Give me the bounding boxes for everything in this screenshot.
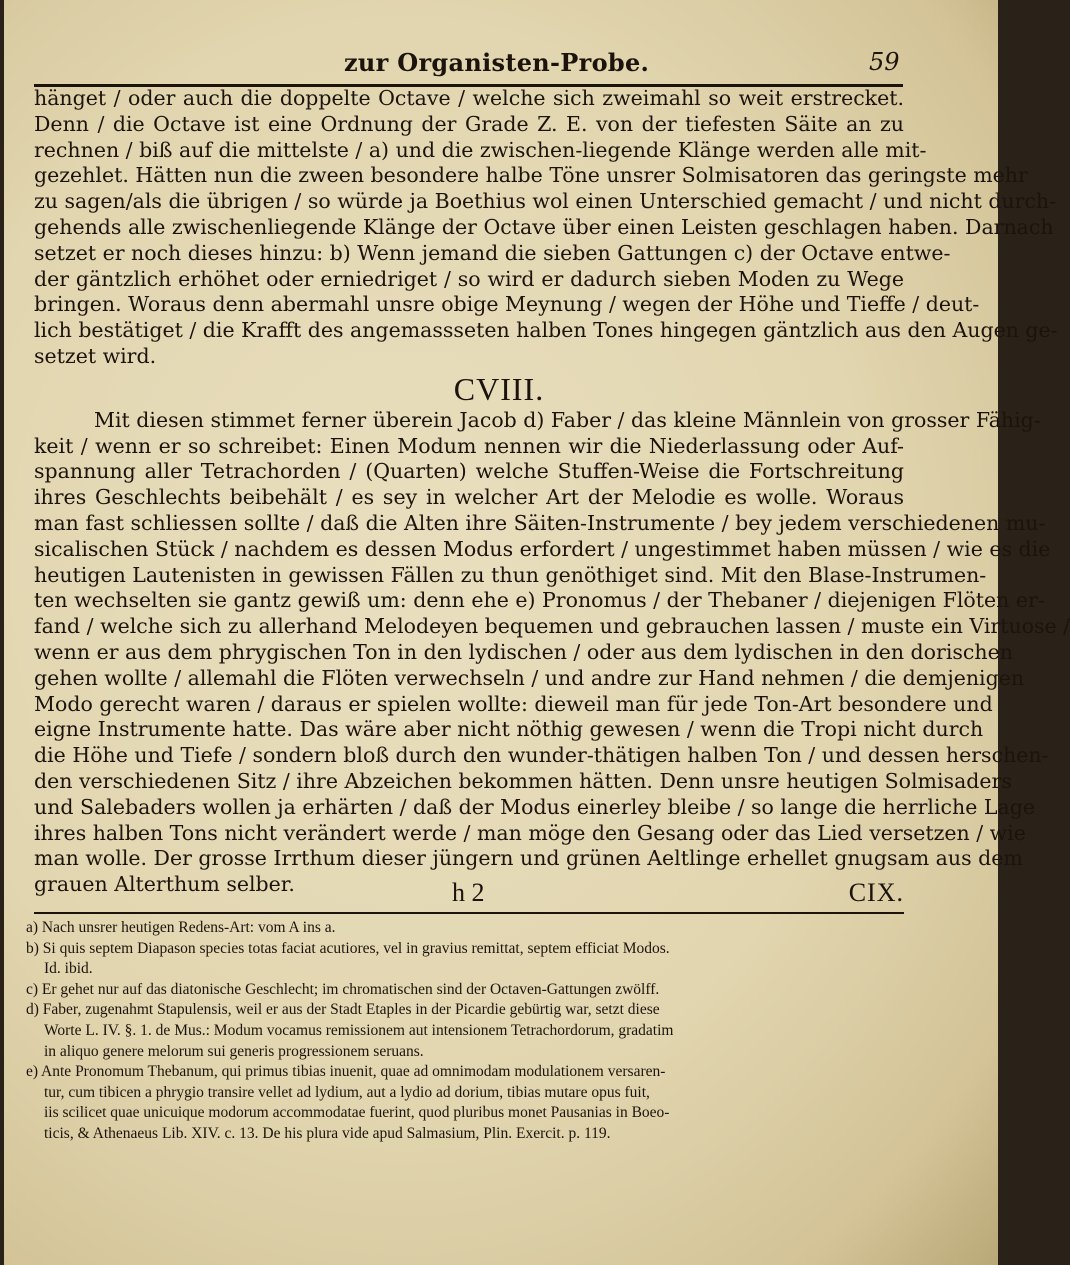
book-page xyxy=(4,0,1070,1265)
text-line: keit / wenn er so schreibet: Einen Modum nennen wir die Niederlassung oder Auf- xyxy=(34,433,904,458)
main-text xyxy=(34,86,1070,898)
text-line: spannung aller Tetrachorden / (Quarten) welche Stuffen-Weise die Fortschreitung xyxy=(34,459,904,484)
text-line: gehends alle zwischenliegende Klänge der Octave über einen Leisten geschlagen haben. Darnach xyxy=(34,214,1054,239)
text-line: gehen wollte / allemahl die Flöten verwechseln / und andre zur Hand nehmen / die demjenigen xyxy=(34,665,1025,690)
catchword: CIX. xyxy=(848,878,904,907)
text-line: die Höhe und Tiefe / sondern bloß durch den wunder-thätigen halben Ton / und dessen herschen- xyxy=(34,743,1049,768)
section-heading: CVIII. xyxy=(453,370,545,407)
page-number: 59 xyxy=(869,48,900,76)
text-line: bringen. Woraus denn abermahl unsre obige Meynung / wegen der Höhe und Tieffe / deut- xyxy=(34,292,980,317)
text-line: Denn / die Octave ist eine Ordnung der Grade Z. E. von der tiefesten Säite an zu xyxy=(34,111,904,136)
page-foot-row xyxy=(34,878,904,912)
text-line: setzet wird. xyxy=(34,343,157,368)
text-line: setzet er noch dieses hinzu: b) Wenn jemand die sieben Gattungen c) der Octave entwe- xyxy=(34,240,951,265)
text-line: ten wechselten sie gantz gewiß um: denn ehe e) Pronomus / der Thebaner / diejenigen Flöten er- xyxy=(34,588,1045,613)
text-line: und Salebaders wollen ja erhärten / daß der Modus einerley bleibe / so lange die herrliche Lage xyxy=(34,794,1035,819)
footnote-line: Worte L. IV. §. 1. de Mus.: Modum vocamus remissionem aut intensionem Tetrachordorum, gradatim xyxy=(44,1021,674,1039)
running-head xyxy=(34,44,903,87)
text-line: eigne Instrumente hatte. Das wäre aber nicht nöthig gewesen / wenn die Tropi nicht durch xyxy=(34,717,984,742)
footnote-line: d) Faber, zugenahmt Stapulensis, weil er aus der Stadt Etaples in der Picardie gebürtig war, setzt diese xyxy=(26,1001,660,1019)
text-line: Mit diesen stimmet ferner überein Jacob d) Faber / das kleine Männlein von grosser Fähig- xyxy=(94,407,1041,432)
footnote-line: b) Si quis septem Diapason species totas faciat acutiores, vel in gravius remittat, septem efficiat Modos. xyxy=(26,939,670,957)
footnote-line: tur, cum tibicen a phrygio transire vellet ad lydium, aut a lydio ad dorium, tibias mutare opus fuit, xyxy=(44,1083,650,1101)
text-line: rechnen / biß auf die mittelste / a) und die zwischen-liegende Klänge werden alle mit- xyxy=(34,137,927,162)
text-line: gezehlet. Hätten nun die zween besondere halbe Töne unsrer Solmisatoren das geringste mehr xyxy=(34,163,1028,188)
footnote-line: ticis, & Athenaeus Lib. XIV. c. 13. De his plura vide apud Salmasium, Plin. Exercit. p. 119. xyxy=(44,1124,611,1142)
footnote-rule xyxy=(34,912,904,914)
footnote-line: e) Ante Pronomum Thebanum, qui primus tibias inuenit, quae ad omnimodam modulationem versaren- xyxy=(26,1063,666,1081)
footnotes xyxy=(26,918,896,1145)
paragraph-107-continued xyxy=(34,86,1058,370)
footnote-line: in aliquo genere melorum sui generis progressionem seruans. xyxy=(44,1042,424,1060)
text-line: der gäntzlich erhöhet oder erniedriget / so wird er dadurch sieben Moden zu Wege xyxy=(34,266,904,291)
paragraph-108 xyxy=(34,407,1070,898)
footnote-line: c) Er gehet nur auf das diatonische Geschlecht; im chromatischen sind der Octaven-Gattungen zwölff. xyxy=(26,980,660,998)
text-line: fand / welche sich zu allerhand Melodeyen bequemen und gebrauchen lassen / muste ein Virtuose / xyxy=(34,614,1070,639)
footnote-line: Id. ibid. xyxy=(44,960,93,978)
text-line: Modo gerecht waren / daraus er spielen wollte: dieweil man für jede Ton-Art besondere und xyxy=(34,691,993,716)
text-line: heutigen Lautenisten in gewissen Fällen zu thun genöthiget sind. Mit den Blase-Instrumen- xyxy=(34,562,987,587)
text-line: lich bestätiget / die Krafft des angemassseten halben Tones hingegen gäntzlich aus den Augen ge- xyxy=(34,318,1058,343)
running-title: zur Organisten-Probe. xyxy=(344,48,650,77)
text-line: sicalischen Stück / nachdem es dessen Modus erfordert / ungestimmet haben müssen / wie es die xyxy=(34,536,1051,561)
text-line: ihres Geschlechts beibehält / es sey in welcher Art der Melodie es wolle. Woraus xyxy=(34,485,904,510)
text-line: hänget / oder auch die doppelte Octave / welche sich zweimahl so weit erstrecket. xyxy=(34,86,904,110)
text-line: zu sagen/als die übrigen / so würde ja Boethius wol einen Unterschied gemacht / und nicht durch- xyxy=(34,189,1057,214)
text-line: ihres halben Tons nicht verändert werde / man möge den Gesang oder das Lied versetzen / wie xyxy=(34,820,1026,845)
text-line: den verschiedenen Sitz / ihre Abzeichen bekommen hätten. Denn unsre heutigen Solmisaders xyxy=(34,768,1012,793)
footnote-line: a) Nach unsrer heutigen Redens-Art: vom A ins a. xyxy=(26,919,336,936)
footnote-line: iis scilicet quae unicuique modorum accommodatae fuerint, quod pluribus monet Pausanias in Boeo- xyxy=(44,1104,670,1122)
signature-mark: h 2 xyxy=(452,878,485,907)
text-line: man fast schliessen sollte / daß die Alten ihre Säiten-Instrumente / bey jedem verschiedenen mu- xyxy=(34,510,1046,535)
text-line: wenn er aus dem phrygischen Ton in den lydischen / oder aus dem lydischen in den dorischen xyxy=(34,639,1013,664)
text-line: man wolle. Der grosse Irrthum dieser jüngern und grünen Aeltlinge erhellet gnugsam aus dem xyxy=(34,846,1023,871)
text-line: grauen Alterthum selber. xyxy=(34,872,295,897)
